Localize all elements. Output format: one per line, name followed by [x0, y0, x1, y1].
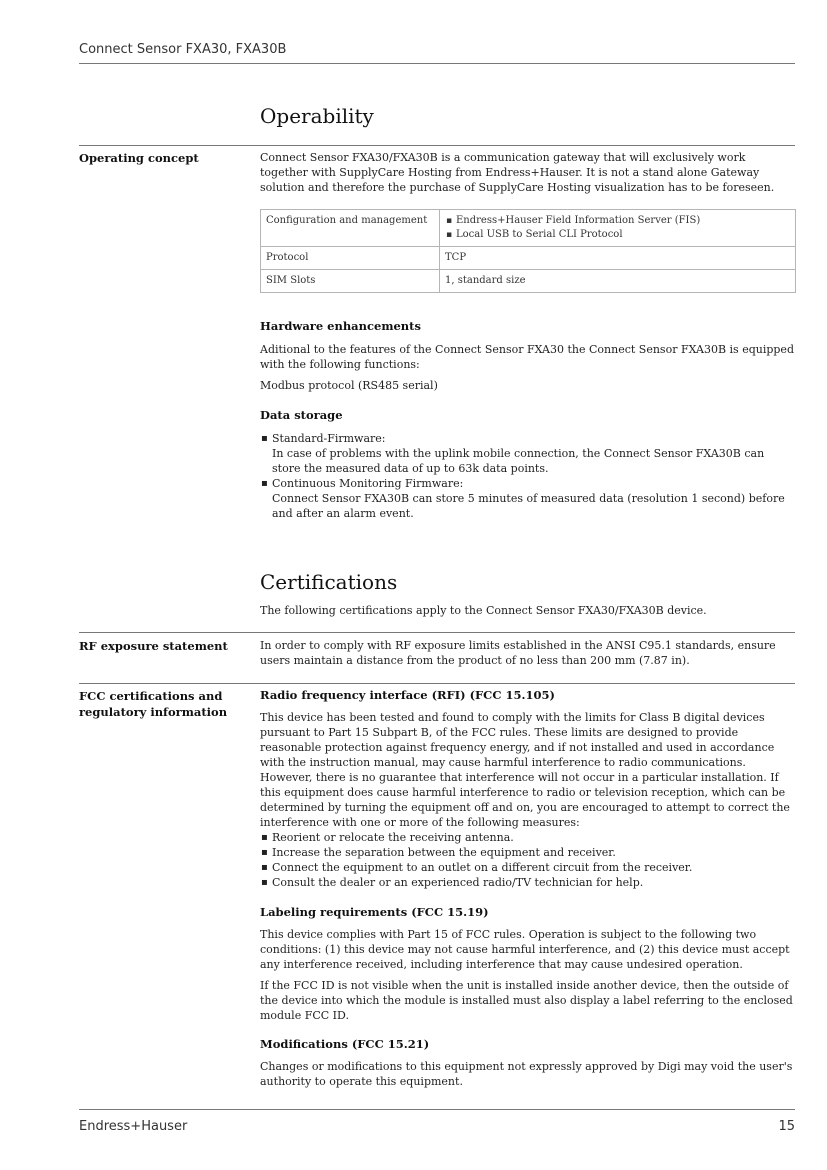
storage-list	[260, 431, 796, 521]
hardware-text: Aditional to the features of the Connect Sensor FXA30 the Connect Sensor FXA30B is equipped with the following functions:	[260, 343, 794, 371]
hardware-title: Hardware enhancements	[260, 319, 421, 333]
storage-title: Data storage	[260, 408, 343, 422]
specs-table	[260, 209, 796, 293]
hardware-section	[260, 319, 796, 521]
labeling-text: This device complies with Part 15 of FCC rules. Operation is subject to the following two conditions: (1) this device may not cause harmful interference, and (2) this device must accept any interference received, including interference that may cause undesired operation.	[260, 928, 790, 971]
rfi-text: This device has been tested and found to comply with the limits for Class B digital devices pursuant to Part 15 Subpart B, of the FCC rules. These limits are designed to provide reasonable protection against frequency energy, and if not installed and used in accordance with the instruction manual, may cause harmful interference to radio communications. However, there is no guarantee that interference will not occur in a particular installation. If this equipment does cause harmful interference to radio or television reception, which can be determined by turning the equipment off and on, you are encouraged to attempt to correct the interference with one or more of the following measures:	[260, 711, 790, 829]
operability-heading: Operability	[260, 104, 374, 128]
list-item	[260, 431, 796, 476]
table-cell: 1, standard size	[440, 270, 796, 293]
storage-item-text: Connect Sensor FXA30B can store 5 minutes of measured data (resolution 1 second) before and after an alarm event.	[272, 492, 785, 520]
labeling-title: Labeling requirements (FCC 15.19)	[260, 905, 489, 919]
page-footer	[79, 1109, 795, 1134]
fcc-label: FCC certifications and regulatory information	[79, 689, 228, 719]
rf-exposure-label: RF exposure statement	[79, 639, 228, 653]
labeling-text: If the FCC ID is not visible when the unit is installed inside another device, then the outside of the device into which the module is installed must also display a label referring to the enclosed module FCC ID.	[260, 979, 793, 1022]
storage-item-text: In case of problems with the uplink mobile connection, the Connect Sensor FXA30B can store the measured data of up to 63k data points.	[272, 447, 765, 475]
list-item: ▪ Endress+Hauser Field Information Server (FIS)	[445, 214, 790, 228]
list-item: ▪ Local USB to Serial CLI Protocol	[445, 228, 790, 242]
document-title: Connect Sensor FXA30, FXA30B	[79, 42, 287, 57]
divider	[79, 683, 795, 684]
certifications-heading: Certifications	[260, 570, 398, 594]
operating-concept-section	[260, 150, 796, 293]
modifications-title: Modifications (FCC 15.21)	[260, 1037, 430, 1051]
modifications-text: Changes or modifications to this equipment not expressly approved by Digi may void the user's authority to operate this equipment.	[260, 1060, 793, 1088]
table-cell: Protocol	[261, 247, 440, 270]
list-item	[260, 476, 796, 521]
footer-brand: Endress+Hauser	[79, 1119, 188, 1134]
measures-list	[260, 830, 796, 890]
list-item: ▪ Connect the equipment to an outlet on a different circuit from the receiver.	[260, 860, 796, 875]
config-list	[445, 214, 790, 242]
operating-concept-text: Connect Sensor FXA30/FXA30B is a communication gateway that will exclusively work together with SupplyCare Hosting from Endress+Hauser. It is not a stand alone Gateway solution and therefore the purchase of SupplyCare Hosting visualization has to be foreseen.	[260, 151, 775, 194]
storage-item-title: ▪ Standard-Firmware:	[272, 432, 386, 445]
list-item: ▪ Consult the dealer or an experienced radio/TV technician for help.	[260, 875, 796, 890]
table-cell: Configuration and management	[261, 210, 440, 247]
divider	[79, 632, 795, 633]
table-cell: SIM Slots	[261, 270, 440, 293]
table-row	[261, 270, 796, 293]
storage-item-title: ▪ Continuous Monitoring Firmware:	[272, 477, 464, 490]
fcc-section	[260, 688, 796, 1089]
list-item: ▪ Increase the separation between the equipment and receiver.	[260, 845, 796, 860]
table-cell	[440, 210, 796, 247]
operating-concept-label: Operating concept	[79, 151, 199, 165]
table-row	[261, 247, 796, 270]
table-row	[261, 210, 796, 247]
page-header	[79, 42, 795, 64]
divider	[79, 145, 795, 146]
page-number: 15	[778, 1119, 795, 1134]
table-cell: TCP	[440, 247, 796, 270]
rfi-title: Radio frequency interface (RFI) (FCC 15.105)	[260, 688, 555, 702]
list-item: ▪ Reorient or relocate the receiving antenna.	[260, 830, 796, 845]
rf-exposure-text: In order to comply with RF exposure limits established in the ANSI C95.1 standards, ensure users maintain a distance from the product of no less than 200 mm (7.87 in).	[260, 639, 776, 667]
hardware-item: Modbus protocol (RS485 serial)	[260, 379, 438, 392]
certifications-intro: The following certifications apply to the Connect Sensor FXA30/FXA30B device.	[260, 604, 707, 617]
